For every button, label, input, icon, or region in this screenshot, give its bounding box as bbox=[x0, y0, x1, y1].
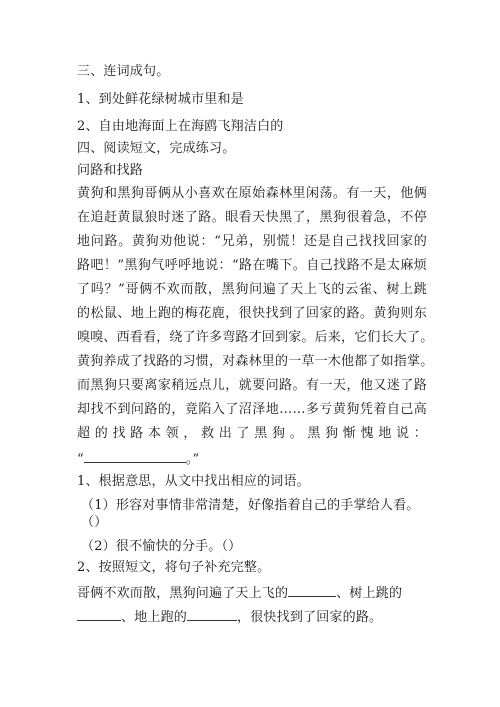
passage-line: 嗅嗅、西看看，绕了许多弯路才回到家。后来，它们长大了。 bbox=[77, 330, 434, 345]
section-three-heading: 三、连词成句。 bbox=[77, 64, 170, 79]
passage-line: 路吧！”黑狗气呼呼地说：“路在嘴下。自己找路不是太麻烦 bbox=[77, 258, 427, 273]
passage-line: 黄狗养成了找路的习惯，对森林里的一草一木他都了如指掌。 bbox=[77, 354, 434, 369]
fill-in-sentence-line-1 bbox=[77, 584, 427, 602]
question-1: 1、根据意思，从文中找出相应的词语。 bbox=[77, 474, 310, 489]
passage-line: 黄狗和黑狗哥俩从小喜欢在原始森林里闲荡。有一天，他俩 bbox=[77, 186, 427, 201]
passage-line: 却找不到问路的，竟陷入了沼泽地……多亏黄狗凭着自己高 bbox=[77, 402, 427, 417]
sentence-item-1: 1、到处鲜花绿树城市里和是 bbox=[77, 92, 244, 107]
passage-title: 问路和找路 bbox=[77, 163, 144, 178]
quote-answer-line bbox=[77, 450, 427, 468]
question-1-part-1-answer: （） bbox=[81, 515, 108, 530]
passage-line: 的松鼠、地上跑的梅花鹿，很快找到了回家的路。黄狗则东 bbox=[77, 306, 427, 321]
question-1-part-2: （2）很不愉快的分手。（） bbox=[81, 539, 242, 554]
fill-in-blank[interactable] bbox=[187, 608, 237, 621]
fill-in-blank[interactable] bbox=[77, 608, 121, 621]
passage-line: 在追赶黄鼠狼时迷了路。眼看天快黑了，黑狗很着急，不停 bbox=[77, 210, 427, 225]
fill-in-text: 哥俩不欢而散，黑狗问遍了天上飞的 bbox=[77, 586, 289, 601]
passage-line: 而黑狗只要离家稍远点儿，就要问路。有一天，他又迷了路 bbox=[77, 378, 427, 393]
close-quote: 。” bbox=[185, 452, 200, 467]
fill-in-blank[interactable] bbox=[288, 584, 336, 597]
section-four-heading: 四、阅读短文，完成练习。 bbox=[77, 141, 236, 156]
open-quote: “ bbox=[77, 452, 84, 467]
passage-line: 了吗？”哥俩不欢而散，黑狗问遍了天上飞的云雀、树上跳 bbox=[77, 282, 427, 297]
question-2: 2、按照短文，将句子补充完整。 bbox=[77, 560, 271, 575]
quote-answer-blank[interactable] bbox=[84, 450, 186, 463]
sentence-item-2: 2、自由地海面上在海鸥飞翔洁白的 bbox=[77, 119, 284, 134]
passage-line: 超的找路本领，救出了黑狗。黑狗惭愧地说： bbox=[77, 426, 427, 441]
question-1-part-1: （1）形容对事情非常清楚，好像指着自己的手掌给人看。 bbox=[81, 498, 420, 513]
fill-in-text: ，很快找到了回家的路。 bbox=[237, 610, 383, 625]
passage-line: 地问路。黄狗劝他说：“兄弟，别慌！还是自己找找回家的 bbox=[77, 234, 427, 249]
fill-in-text: 、地上跑的 bbox=[121, 610, 188, 625]
fill-in-text: 、树上跳的 bbox=[336, 586, 403, 601]
fill-in-sentence-line-2 bbox=[77, 608, 427, 626]
